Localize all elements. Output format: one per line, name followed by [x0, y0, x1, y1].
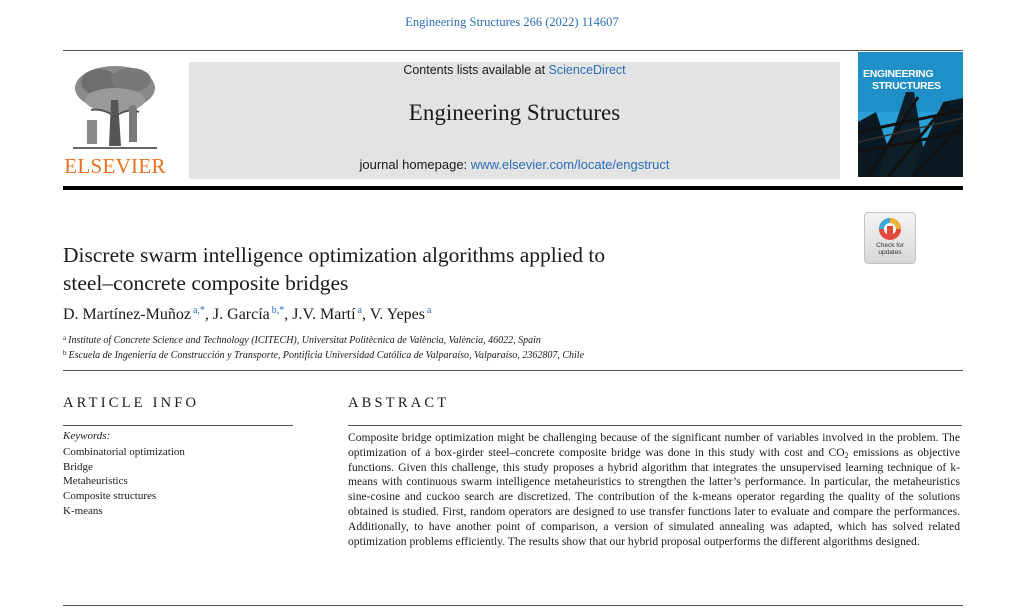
author-name[interactable]: V. Yepes: [369, 306, 425, 323]
header-thick-rule: [63, 186, 963, 190]
journal-title: Engineering Structures: [408, 100, 621, 125]
author-separator: ,: [204, 306, 213, 323]
affiliation-text: Escuela de Ingeniería de Construcción y Transporte, Pontificia Universidad Católica de Valparaíso, Valparaíso, 2362807, Chile: [68, 350, 585, 361]
author-affiliation-mark[interactable]: a: [357, 305, 362, 316]
check-updates-line1: Check for: [876, 242, 904, 249]
author-affiliation-mark[interactable]: b,*: [271, 305, 285, 316]
keyword-item[interactable]: K-means: [63, 504, 103, 517]
affiliation-mark: b: [63, 349, 67, 357]
author-separator: ,: [284, 306, 293, 323]
article-info-heading: ARTICLE INFO: [63, 395, 200, 411]
co2-subscript: 2: [844, 450, 849, 460]
abstract-rule: [348, 425, 962, 426]
affiliation-b: [63, 349, 584, 361]
abstract-body: [348, 431, 960, 549]
author-name[interactable]: J. García: [212, 306, 270, 323]
check-updates-line2: updates: [878, 249, 902, 256]
author-affiliation-mark[interactable]: a,*: [192, 305, 205, 316]
affiliation-text: Institute of Concrete Science and Technology (ICITECH), Universitat Politècnica de València, València, 46022, Spain: [68, 335, 541, 346]
author-separator: ,: [362, 306, 370, 323]
abstract-text-part1: Composite bridge optimization might be challenging because of the significant number of variables involved in the problem. The optimization of a box-girder steel–concrete composite bridge was done in this study with cost and CO: [348, 431, 960, 459]
sciencedirect-link[interactable]: ScienceDirect: [548, 63, 626, 77]
keywords-list: [63, 445, 185, 519]
homepage-prefix: journal homepage:: [359, 157, 471, 172]
header-top-rule: [63, 50, 963, 51]
author-name[interactable]: J.V. Martí: [292, 306, 356, 323]
author-list: [63, 305, 431, 324]
cover-title-line2: STRUCTURES: [872, 80, 941, 92]
journal-homepage-link[interactable]: www.elsevier.com/locate/engstruct: [470, 157, 670, 172]
abstract-text-part2: emissions as objective functions. Given this challenge, this study proposes a hybrid algorithm that integrates the unsupervised learning technique of k-means with continuous swarm intelligence metaheuristics to strengthen the latter’s performance. In particular, the metaheuristics sine-cosine and cuckoo search are discretized. The contribution of the k-means operator regarding the quality of the solutions obtained is studied. First, random operators are designed to use transfer functions later to evaluate and compare the performances. Additionally, to have another point of comparison, a version of simulated annealing was adapted, which has solved related optimization problems efficiently. The results show that our hybrid proposal outperforms the different algorithms designed.: [348, 445, 960, 548]
contents-prefix: Contents lists available at: [403, 63, 549, 77]
check-for-updates-button[interactable]: [864, 212, 916, 264]
keyword-item[interactable]: Combinatorial optimization: [63, 446, 185, 458]
bottom-rule: [63, 605, 963, 606]
section-separator: [63, 370, 963, 371]
elsevier-wordmark: ELSEVIER: [64, 154, 166, 178]
keyword-item[interactable]: Metaheuristics: [63, 475, 128, 488]
author-affiliation-mark[interactable]: a: [427, 305, 432, 316]
journal-citation[interactable]: Engineering Structures 266 (2022) 114607: [405, 15, 619, 29]
abstract-heading: ABSTRACT: [348, 395, 450, 411]
author-name[interactable]: D. Martínez-Muñoz: [63, 306, 191, 323]
keyword-item[interactable]: Composite structures: [63, 490, 157, 503]
cover-title-line1: ENGINEERING: [863, 68, 934, 80]
keywords-label: Keywords:: [63, 430, 111, 442]
check-updates-label: [865, 242, 915, 256]
affiliation-mark: a: [63, 334, 67, 342]
crossmark-icon: [865, 215, 915, 245]
journal-cover-image[interactable]: [858, 52, 963, 177]
affiliation-a: [63, 334, 541, 346]
keyword-item[interactable]: Bridge: [63, 460, 93, 473]
contents-line: [189, 63, 840, 77]
article-info-rule: [63, 425, 293, 426]
paper-title-line2: steel–concrete composite bridges: [63, 271, 349, 295]
paper-title-line1: Discrete swarm intelligence optimization algorithms applied to: [63, 243, 606, 267]
homepage-line: [189, 157, 840, 172]
paper-title: [63, 241, 823, 297]
